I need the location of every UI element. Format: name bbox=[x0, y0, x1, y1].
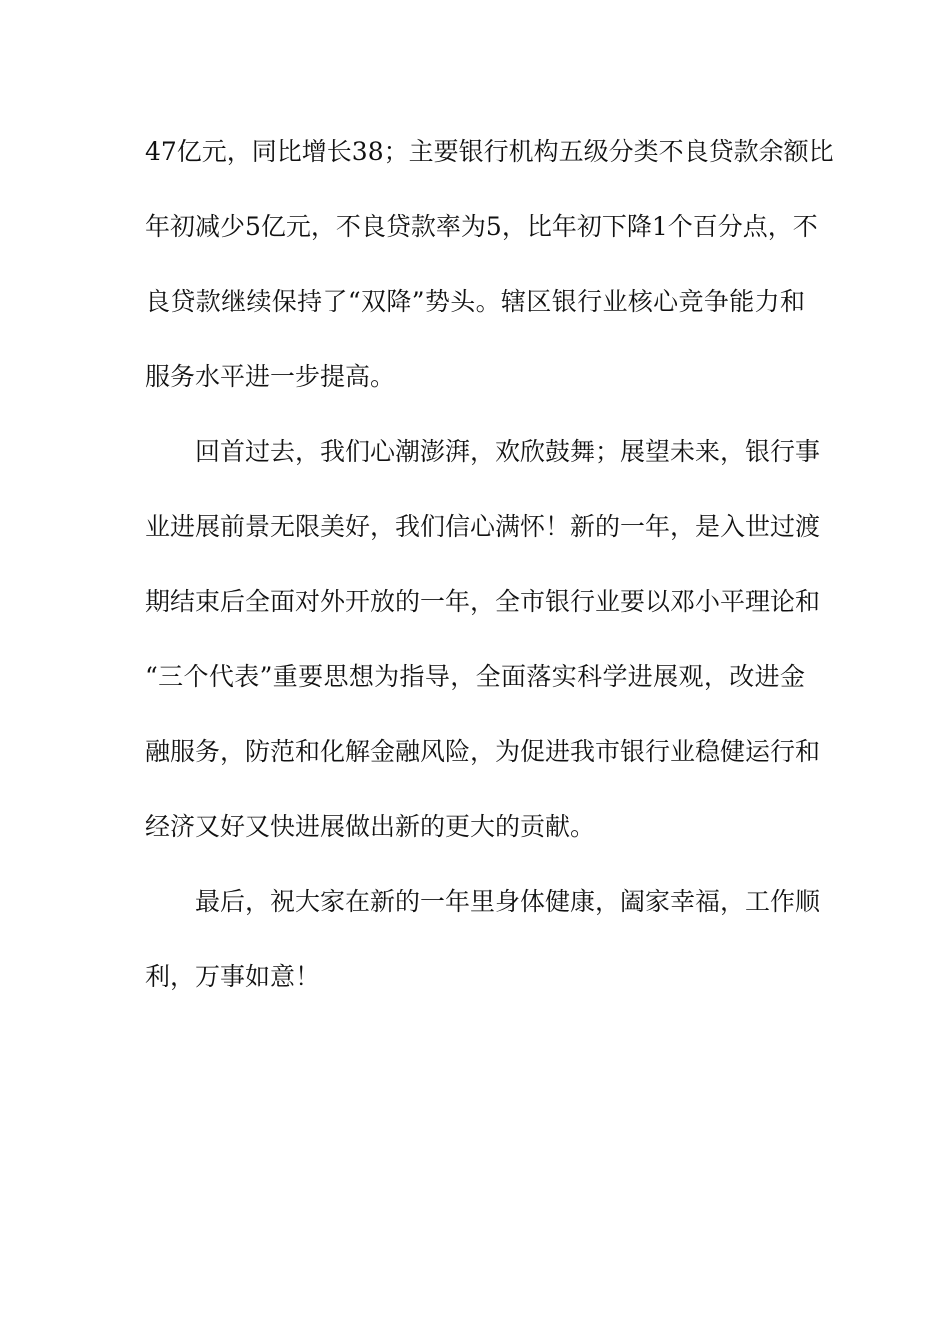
paragraph-3-line-1: 最后，祝大家在新的一年里身体健康，阖家幸福，工作顺 bbox=[195, 887, 821, 916]
paragraph-1-line-1: 47亿元，同比增长38；主要银行机构五级分类不良贷款余额比 bbox=[145, 137, 834, 166]
paragraph-2-line-1: 回首过去，我们心潮澎湃，欢欣鼓舞；展望未来，银行事 bbox=[195, 437, 821, 466]
paragraph-2-line-2: 业进展前景无限美好，我们信心满怀！新的一年，是入世过渡 bbox=[145, 512, 821, 541]
paragraph-1-line-3: 良贷款继续保持了“双降”势头。辖区银行业核心竞争能力和 bbox=[145, 287, 805, 316]
paragraph-2-line-4: “三个代表”重要思想为指导，全面落实科学进展观，改进金 bbox=[145, 662, 805, 691]
paragraph-1-line-4: 服务水平进一步提高。 bbox=[145, 362, 396, 391]
paragraph-2-line-3: 期结束后全面对外开放的一年，全市银行业要以邓小平理论和 bbox=[145, 587, 821, 616]
paragraph-2-line-6: 经济又好又快进展做出新的更大的贡献。 bbox=[145, 812, 596, 841]
paragraph-1-line-2: 年初减少5亿元，不良贷款率为5，比年初下降1个百分点，不 bbox=[145, 212, 818, 241]
document-body bbox=[145, 114, 834, 1014]
paragraph-2-line-5: 融服务，防范和化解金融风险，为促进我市银行业稳健运行和 bbox=[145, 737, 821, 766]
paragraph-3-line-2: 利，万事如意！ bbox=[145, 962, 321, 991]
